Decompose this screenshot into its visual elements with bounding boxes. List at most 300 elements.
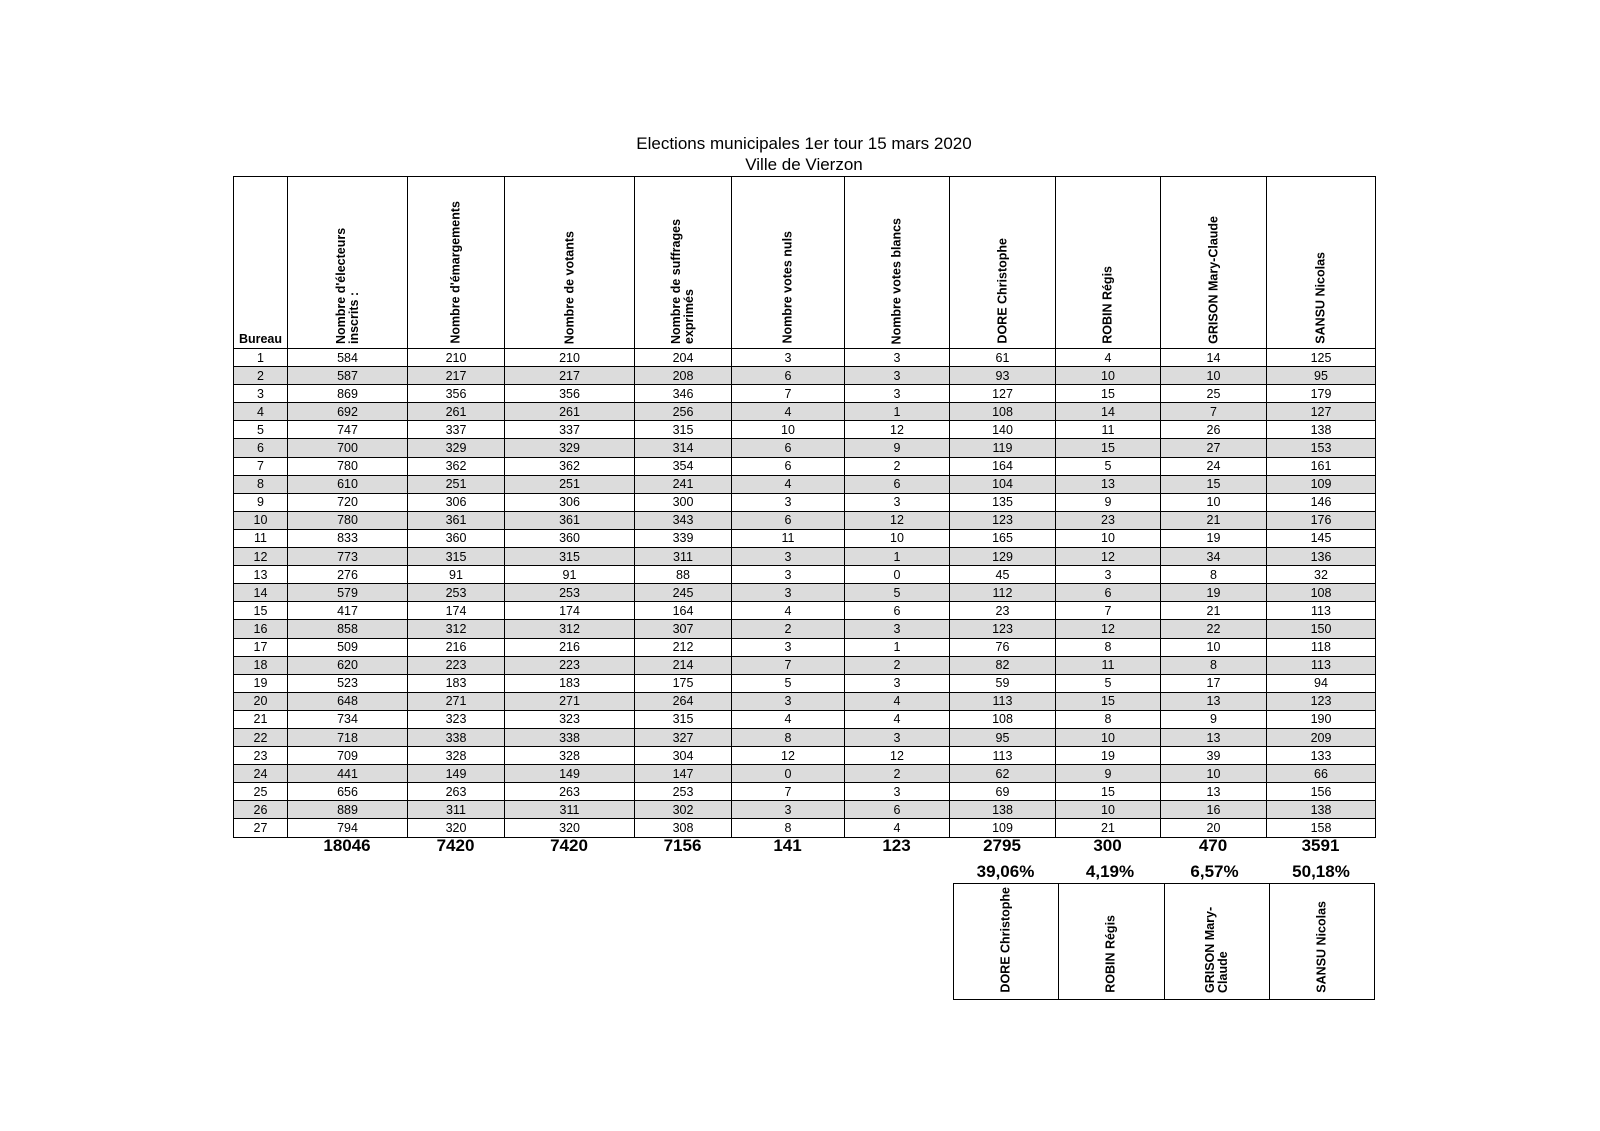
table-cell: 212 <box>635 638 732 656</box>
candidate-legend <box>953 883 1375 1000</box>
table-cell: 7 <box>732 656 845 674</box>
table-cell: 4 <box>845 819 950 837</box>
header-row <box>234 177 1376 349</box>
table-row <box>234 783 1376 801</box>
table-cell: 125 <box>1267 349 1376 367</box>
table-cell: 153 <box>1267 439 1376 457</box>
table-cell: 4 <box>732 710 845 728</box>
table-cell: 15 <box>1056 692 1161 710</box>
total-value: 141 <box>773 836 802 855</box>
table-cell: 302 <box>635 801 732 819</box>
table-cell: 3 <box>732 349 845 367</box>
table-cell: 158 <box>1267 819 1376 837</box>
table-cell: 9 <box>1056 493 1161 511</box>
table-cell: 1 <box>845 403 950 421</box>
table-cell: 14 <box>1056 403 1161 421</box>
table-cell: 338 <box>505 728 635 746</box>
table-cell: 138 <box>1267 421 1376 439</box>
table-row <box>234 457 1376 475</box>
table-cell: 15 <box>1056 783 1161 801</box>
percentages-row <box>953 862 1375 882</box>
table-cell: 794 <box>288 819 408 837</box>
table-cell: 889 <box>288 801 408 819</box>
table-cell: 118 <box>1267 638 1376 656</box>
table-cell: 127 <box>1267 403 1376 421</box>
header-nuls: Nombre votes nuls <box>732 177 845 349</box>
table-cell: 361 <box>408 511 505 529</box>
table-cell: 104 <box>950 475 1056 493</box>
table-cell: 1 <box>234 349 288 367</box>
table-cell: 245 <box>635 584 732 602</box>
table-cell: 11 <box>732 529 845 547</box>
table-cell: 9 <box>845 439 950 457</box>
table-cell: 123 <box>950 620 1056 638</box>
table-cell: 720 <box>288 493 408 511</box>
table-cell: 223 <box>505 656 635 674</box>
table-cell: 241 <box>635 475 732 493</box>
table-cell: 610 <box>288 475 408 493</box>
table-cell: 4 <box>732 602 845 620</box>
table-cell: 113 <box>1267 656 1376 674</box>
table-cell: 320 <box>408 819 505 837</box>
table-cell: 3 <box>845 620 950 638</box>
table-cell: 10 <box>1056 801 1161 819</box>
table-cell: 95 <box>950 728 1056 746</box>
table-cell: 109 <box>950 819 1056 837</box>
table-row <box>234 529 1376 547</box>
total-value: 470 <box>1198 836 1228 855</box>
table-cell: 8 <box>732 728 845 746</box>
header-emargements: Nombre d'émargements <box>408 177 505 349</box>
table-cell: 12 <box>234 548 288 566</box>
table-row <box>234 475 1376 493</box>
table-cell: 315 <box>635 421 732 439</box>
table-cell: 587 <box>288 367 408 385</box>
table-row <box>234 728 1376 746</box>
totals-row <box>233 836 1375 856</box>
table-cell: 523 <box>288 674 408 692</box>
table-cell: 361 <box>505 511 635 529</box>
table-cell: 88 <box>635 566 732 584</box>
header-bureau: Bureau <box>234 177 288 349</box>
table-cell: 441 <box>288 765 408 783</box>
table-cell: 833 <box>288 529 408 547</box>
total-value: 18046 <box>323 836 371 855</box>
table-cell: 123 <box>1267 692 1376 710</box>
table-cell: 174 <box>505 602 635 620</box>
table-cell: 6 <box>1056 584 1161 602</box>
table-cell: 323 <box>505 710 635 728</box>
table-cell: 6 <box>845 475 950 493</box>
table-cell: 337 <box>505 421 635 439</box>
table-cell: 149 <box>505 765 635 783</box>
table-cell: 271 <box>408 692 505 710</box>
table-cell: 315 <box>505 548 635 566</box>
table-cell: 328 <box>408 747 505 765</box>
table-row <box>234 656 1376 674</box>
table-cell: 12 <box>1056 620 1161 638</box>
table-cell: 26 <box>1161 421 1267 439</box>
results-table <box>233 176 1376 838</box>
table-cell: 362 <box>505 457 635 475</box>
legend-dore: DORE Christophe <box>954 884 1059 1000</box>
table-cell: 2 <box>845 457 950 475</box>
table-cell: 91 <box>408 566 505 584</box>
table-cell: 734 <box>288 710 408 728</box>
table-cell: 164 <box>950 457 1056 475</box>
table-cell: 91 <box>505 566 635 584</box>
table-cell: 3 <box>845 674 950 692</box>
table-cell: 3 <box>845 367 950 385</box>
table-cell: 7 <box>234 457 288 475</box>
table-cell: 13 <box>1056 475 1161 493</box>
table-cell: 253 <box>635 783 732 801</box>
header-grison: GRISON Mary-Claude <box>1161 177 1267 349</box>
table-cell: 13 <box>1161 692 1267 710</box>
table-cell: 8 <box>732 819 845 837</box>
table-cell: 10 <box>1056 529 1161 547</box>
table-cell: 2 <box>732 620 845 638</box>
header-votants: Nombre de votants <box>505 177 635 349</box>
table-cell: 10 <box>845 529 950 547</box>
table-cell: 700 <box>288 439 408 457</box>
table-cell: 747 <box>288 421 408 439</box>
table-cell: 314 <box>635 439 732 457</box>
table-cell: 21 <box>1056 819 1161 837</box>
table-cell: 109 <box>1267 475 1376 493</box>
table-cell: 10 <box>732 421 845 439</box>
table-cell: 146 <box>1267 493 1376 511</box>
table-cell: 8 <box>1056 638 1161 656</box>
total-value: 7156 <box>663 836 702 855</box>
table-cell: 251 <box>408 475 505 493</box>
table-cell: 417 <box>288 602 408 620</box>
legend-sansu: SANSU Nicolas <box>1269 884 1374 1000</box>
table-cell: 62 <box>950 765 1056 783</box>
table-cell: 356 <box>408 385 505 403</box>
table-cell: 20 <box>1161 819 1267 837</box>
table-cell: 12 <box>845 747 950 765</box>
table-cell: 145 <box>1267 529 1376 547</box>
table-row <box>234 638 1376 656</box>
table-cell: 183 <box>408 674 505 692</box>
table-cell: 343 <box>635 511 732 529</box>
table-cell: 253 <box>505 584 635 602</box>
total-value: 2795 <box>983 836 1021 855</box>
table-cell: 13 <box>234 566 288 584</box>
table-row <box>234 674 1376 692</box>
table-cell: 311 <box>635 548 732 566</box>
table-cell: 648 <box>288 692 408 710</box>
table-cell: 165 <box>950 529 1056 547</box>
table-row <box>234 493 1376 511</box>
percentage-value: 39,06% <box>976 862 1035 881</box>
table-cell: 82 <box>950 656 1056 674</box>
table-cell: 15 <box>1056 385 1161 403</box>
table-cell: 147 <box>635 765 732 783</box>
table-cell: 20 <box>234 692 288 710</box>
table-cell: 12 <box>1056 548 1161 566</box>
table-cell: 13 <box>1161 783 1267 801</box>
table-row <box>234 692 1376 710</box>
table-cell: 261 <box>505 403 635 421</box>
table-cell: 176 <box>1267 511 1376 529</box>
table-cell: 8 <box>1161 656 1267 674</box>
table-cell: 253 <box>408 584 505 602</box>
table-cell: 45 <box>950 566 1056 584</box>
table-cell: 315 <box>408 548 505 566</box>
table-cell: 27 <box>234 819 288 837</box>
table-cell: 4 <box>845 710 950 728</box>
table-cell: 5 <box>845 584 950 602</box>
table-cell: 26 <box>234 801 288 819</box>
table-cell: 4 <box>732 403 845 421</box>
table-row <box>234 584 1376 602</box>
table-cell: 217 <box>408 367 505 385</box>
table-cell: 356 <box>505 385 635 403</box>
table-cell: 620 <box>288 656 408 674</box>
table-cell: 304 <box>635 747 732 765</box>
table-cell: 6 <box>234 439 288 457</box>
table-cell: 19 <box>234 674 288 692</box>
header-blancs: Nombre votes blancs <box>845 177 950 349</box>
table-row <box>234 819 1376 837</box>
table-cell: 17 <box>1161 674 1267 692</box>
table-cell: 7 <box>1056 602 1161 620</box>
table-cell: 138 <box>1267 801 1376 819</box>
table-cell: 10 <box>1161 493 1267 511</box>
table-cell: 4 <box>1056 349 1161 367</box>
table-cell: 108 <box>950 403 1056 421</box>
table-cell: 3 <box>1056 566 1161 584</box>
table-cell: 3 <box>732 493 845 511</box>
table-cell: 19 <box>1161 529 1267 547</box>
table-cell: 140 <box>950 421 1056 439</box>
table-row <box>234 620 1376 638</box>
table-row <box>234 367 1376 385</box>
table-cell: 311 <box>408 801 505 819</box>
table-cell: 1 <box>845 638 950 656</box>
table-cell: 320 <box>505 819 635 837</box>
table-cell: 127 <box>950 385 1056 403</box>
table-cell: 360 <box>408 529 505 547</box>
header-dore: DORE Christophe <box>950 177 1056 349</box>
table-cell: 709 <box>288 747 408 765</box>
table-cell: 6 <box>732 457 845 475</box>
table-row <box>234 710 1376 728</box>
table-cell: 113 <box>950 692 1056 710</box>
table-cell: 76 <box>950 638 1056 656</box>
table-cell: 34 <box>1161 548 1267 566</box>
table-cell: 9 <box>1056 765 1161 783</box>
total-value: 123 <box>882 836 911 855</box>
table-cell: 3 <box>845 349 950 367</box>
table-cell: 113 <box>950 747 1056 765</box>
table-cell: 135 <box>950 493 1056 511</box>
table-cell: 323 <box>408 710 505 728</box>
table-cell: 3 <box>845 783 950 801</box>
table-cell: 509 <box>288 638 408 656</box>
total-value <box>233 836 287 856</box>
table-cell: 9 <box>234 493 288 511</box>
table-cell: 12 <box>845 421 950 439</box>
table-cell: 5 <box>234 421 288 439</box>
table-row <box>234 349 1376 367</box>
percentage-value: 50,18% <box>1292 862 1350 881</box>
table-cell: 22 <box>234 728 288 746</box>
table-cell: 692 <box>288 403 408 421</box>
percentage-value: 4,19% <box>1085 862 1135 881</box>
table-cell: 108 <box>950 710 1056 728</box>
table-cell: 179 <box>1267 385 1376 403</box>
table-cell: 15 <box>234 602 288 620</box>
table-cell: 16 <box>1161 801 1267 819</box>
table-cell: 12 <box>845 511 950 529</box>
table-cell: 327 <box>635 728 732 746</box>
table-cell: 223 <box>408 656 505 674</box>
table-cell: 10 <box>1161 638 1267 656</box>
table-row <box>234 439 1376 457</box>
table-cell: 15 <box>1161 475 1267 493</box>
table-cell: 10 <box>1161 367 1267 385</box>
table-cell: 3 <box>732 801 845 819</box>
total-value: 3591 <box>1301 836 1340 855</box>
table-cell: 263 <box>505 783 635 801</box>
table-cell: 10 <box>1056 728 1161 746</box>
table-cell: 32 <box>1267 566 1376 584</box>
table-cell: 8 <box>234 475 288 493</box>
table-cell: 13 <box>1161 728 1267 746</box>
table-cell: 10 <box>1056 367 1161 385</box>
header-inscrits: Nombre d'électeurs inscrits : <box>288 177 408 349</box>
table-cell: 3 <box>845 493 950 511</box>
table-cell: 18 <box>234 656 288 674</box>
table-cell: 6 <box>845 801 950 819</box>
table-cell: 209 <box>1267 728 1376 746</box>
table-cell: 93 <box>950 367 1056 385</box>
table-cell: 354 <box>635 457 732 475</box>
table-cell: 4 <box>732 475 845 493</box>
table-cell: 174 <box>408 602 505 620</box>
table-cell: 780 <box>288 457 408 475</box>
table-row <box>234 765 1376 783</box>
table-cell: 6 <box>845 602 950 620</box>
header-robin: ROBIN Régis <box>1056 177 1161 349</box>
table-cell: 251 <box>505 475 635 493</box>
table-cell: 21 <box>1161 602 1267 620</box>
table-cell: 346 <box>635 385 732 403</box>
table-cell: 59 <box>950 674 1056 692</box>
table-cell: 3 <box>732 692 845 710</box>
table-row <box>234 747 1376 765</box>
table-cell: 216 <box>408 638 505 656</box>
table-cell: 329 <box>505 439 635 457</box>
table-cell: 21 <box>234 710 288 728</box>
table-cell: 6 <box>732 439 845 457</box>
table-row <box>234 602 1376 620</box>
table-cell: 307 <box>635 620 732 638</box>
table-row <box>234 403 1376 421</box>
table-row <box>234 385 1376 403</box>
table-cell: 5 <box>732 674 845 692</box>
table-cell: 24 <box>1161 457 1267 475</box>
table-cell: 210 <box>505 349 635 367</box>
table-cell: 11 <box>234 529 288 547</box>
header-sansu: SANSU Nicolas <box>1267 177 1376 349</box>
total-value: 7420 <box>550 836 588 855</box>
table-cell: 3 <box>732 584 845 602</box>
table-cell: 10 <box>234 511 288 529</box>
table-cell: 718 <box>288 728 408 746</box>
table-cell: 214 <box>635 656 732 674</box>
table-row <box>234 566 1376 584</box>
table-cell: 8 <box>1056 710 1161 728</box>
table-cell: 25 <box>234 783 288 801</box>
table-cell: 27 <box>1161 439 1267 457</box>
table-cell: 22 <box>1161 620 1267 638</box>
table-row <box>234 421 1376 439</box>
table-cell: 263 <box>408 783 505 801</box>
table-cell: 164 <box>635 602 732 620</box>
percentage-value: 6,57% <box>1190 862 1239 881</box>
table-cell: 7 <box>1161 403 1267 421</box>
table-cell: 19 <box>1161 584 1267 602</box>
table-cell: 311 <box>505 801 635 819</box>
table-cell: 6 <box>732 367 845 385</box>
header-exprimes: Nombre de suffrages exprimés <box>635 177 732 349</box>
table-cell: 190 <box>1267 710 1376 728</box>
table-cell: 12 <box>732 747 845 765</box>
table-cell: 338 <box>408 728 505 746</box>
table-cell: 156 <box>1267 783 1376 801</box>
table-cell: 21 <box>1161 511 1267 529</box>
table-cell: 773 <box>288 548 408 566</box>
table-cell: 0 <box>732 765 845 783</box>
table-cell: 339 <box>635 529 732 547</box>
table-cell: 256 <box>635 403 732 421</box>
table-cell: 23 <box>950 602 1056 620</box>
table-cell: 306 <box>408 493 505 511</box>
table-cell: 11 <box>1056 421 1161 439</box>
table-cell: 780 <box>288 511 408 529</box>
table-cell: 312 <box>408 620 505 638</box>
total-value: 300 <box>1093 836 1122 855</box>
table-cell: 23 <box>1056 511 1161 529</box>
table-row <box>234 511 1376 529</box>
table-cell: 1 <box>845 548 950 566</box>
table-row <box>234 548 1376 566</box>
table-cell: 24 <box>234 765 288 783</box>
table-cell: 7 <box>732 783 845 801</box>
table-row <box>234 801 1376 819</box>
table-cell: 584 <box>288 349 408 367</box>
table-cell: 858 <box>288 620 408 638</box>
table-cell: 16 <box>234 620 288 638</box>
table-cell: 108 <box>1267 584 1376 602</box>
table-cell: 216 <box>505 638 635 656</box>
table-cell: 3 <box>732 548 845 566</box>
table-cell: 23 <box>234 747 288 765</box>
document-title: Elections municipales 1er tour 15 mars 2020 <box>636 134 972 153</box>
table-cell: 362 <box>408 457 505 475</box>
table-cell: 276 <box>288 566 408 584</box>
table-cell: 7 <box>732 385 845 403</box>
table-cell: 9 <box>1161 710 1267 728</box>
table-cell: 337 <box>408 421 505 439</box>
table-cell: 119 <box>950 439 1056 457</box>
table-cell: 14 <box>1161 349 1267 367</box>
table-cell: 300 <box>635 493 732 511</box>
